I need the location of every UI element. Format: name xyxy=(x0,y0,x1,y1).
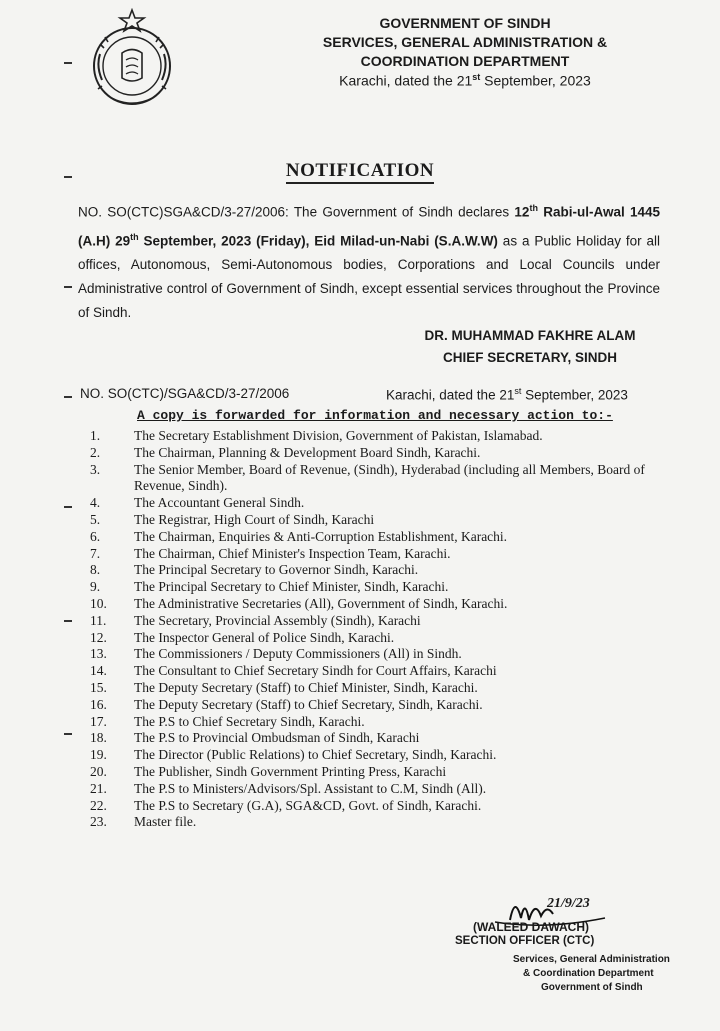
notification-body: NO. SO(CTC)SGA&CD/3-27/2006: The Government of Sindh declares 12th Rabi-ul-Awal 1445 (A.H) 29th September, 2023 (Friday), Eid Milad-un-Nabi (S.A.W.W) as a Public Holiday for all offices, Autonomous, Semi-Autonomous bodies, Corporations and Local Councils under Administrative control of Government of Sindh, except essential services throughout the Province of Sindh. xyxy=(78,203,660,320)
list-item xyxy=(90,680,680,697)
list-item-text: The P.S to Provincial Ombudsman of Sindh, Karachi xyxy=(134,730,420,746)
list-item-text: The Senior Member, Board of Revenue, (Sindh), Hyderabad (including all Members, Board of Revenue, Sindh). xyxy=(134,461,645,494)
list-item xyxy=(90,747,680,764)
list-item-number: 14. xyxy=(90,663,107,679)
list-item-text: The Chairman, Planning & Development Board Sindh, Karachi. xyxy=(134,444,481,460)
list-item-number: 7. xyxy=(90,545,101,561)
list-item-number: 10. xyxy=(90,595,107,611)
list-item-text: The Principal Secretary to Chief Minister, Sindh, Karachi. xyxy=(134,579,449,595)
list-item xyxy=(90,646,680,663)
list-item-text: The P.S to Secretary (G.A), SGA&CD, Govt. of Sindh, Karachi. xyxy=(134,797,482,813)
margin-mark xyxy=(64,62,72,64)
signature-date: 21/9/23 xyxy=(547,896,590,911)
header-date: Karachi, dated the 21st September, 2023 xyxy=(339,72,591,89)
reference-number: NO. SO(CTC)/SGA&CD/3-27/2006 xyxy=(80,386,290,401)
signatory-block xyxy=(380,325,680,369)
list-item-text: The Administrative Secretaries (All), Government of Sindh, Karachi. xyxy=(134,595,508,611)
notification-title: NOTIFICATION xyxy=(0,160,720,182)
list-item xyxy=(90,529,680,546)
list-item xyxy=(90,714,680,731)
list-item-number: 9. xyxy=(90,579,101,595)
list-item-number: 11. xyxy=(90,612,107,628)
list-item-number: 20. xyxy=(90,763,107,779)
list-item-number: 16. xyxy=(90,696,107,712)
list-item-text: The Publisher, Sindh Government Printing Press, Karachi xyxy=(134,763,447,779)
list-item xyxy=(90,781,680,798)
list-item-text: The Consultant to Chief Secretary Sindh for Court Affairs, Karachi xyxy=(134,663,497,679)
list-item xyxy=(90,562,680,579)
section-officer-designation: SECTION OFFICER (CTC) xyxy=(455,935,595,947)
list-item xyxy=(90,596,680,613)
margin-mark xyxy=(64,620,72,622)
list-item-text: The Principal Secretary to Governor Sindh, Karachi. xyxy=(134,562,419,578)
list-item xyxy=(90,445,680,462)
list-item xyxy=(90,730,680,747)
list-item xyxy=(90,663,680,680)
list-item-number: 19. xyxy=(90,747,107,763)
list-item-text: The Secretary, Provincial Assembly (Sindh), Karachi xyxy=(134,612,421,628)
header-department-line1: SERVICES, GENERAL ADMINISTRATION & xyxy=(322,34,608,50)
list-item-number: 12. xyxy=(90,629,107,645)
list-item-text: The Commissioners / Deputy Commissioners (All) in Sindh. xyxy=(134,646,462,662)
list-item xyxy=(90,697,680,714)
forwarded-heading: A copy is forwarded for information and necessary action to:- xyxy=(137,408,613,423)
margin-mark xyxy=(64,733,72,735)
list-item xyxy=(90,495,680,512)
list-item-number: 5. xyxy=(90,511,101,527)
signatory-designation: CHIEF SECRETARY, SINDH xyxy=(442,350,618,365)
reference-date: Karachi, dated the 21st September, 2023 xyxy=(386,386,628,403)
list-item-number: 23. xyxy=(90,814,107,830)
list-item-text: The Deputy Secretary (Staff) to Chief Minister, Sindh, Karachi. xyxy=(134,679,478,695)
header-department-line2: COORDINATION DEPARTMENT xyxy=(360,53,570,69)
recipients-list xyxy=(90,428,680,831)
list-item-number: 22. xyxy=(90,797,107,813)
list-item-text: The Registrar, High Court of Sindh, Karachi xyxy=(134,511,375,527)
list-item xyxy=(90,579,680,596)
list-item-text: The Inspector General of Police Sindh, Karachi. xyxy=(134,629,395,645)
list-item xyxy=(90,630,680,647)
margin-mark xyxy=(64,286,72,288)
section-officer-name: (WALEED DAWACH) xyxy=(473,920,589,934)
list-item xyxy=(90,546,680,563)
list-item xyxy=(90,814,680,831)
signatory-name: DR. MUHAMMAD FAKHRE ALAM xyxy=(424,328,636,343)
list-item-text: Master file. xyxy=(134,814,197,830)
list-item xyxy=(90,428,680,445)
government-of-sindh-seal-icon xyxy=(82,8,182,108)
list-item-text: The Accountant General Sindh. xyxy=(134,495,305,511)
list-item-number: 3. xyxy=(90,461,101,477)
list-item-number: 8. xyxy=(90,562,101,578)
list-item-number: 13. xyxy=(90,646,107,662)
list-item xyxy=(90,613,680,630)
list-item xyxy=(90,764,680,781)
margin-mark xyxy=(64,176,72,178)
department-line3: Government of Sindh xyxy=(541,982,643,993)
list-item xyxy=(90,462,680,496)
list-item-text: The Director (Public Relations) to Chief Secretary, Sindh, Karachi. xyxy=(134,747,497,763)
margin-mark xyxy=(64,396,72,398)
department-line1: Services, General Administration xyxy=(513,954,670,965)
list-item-text: The P.S to Chief Secretary Sindh, Karachi. xyxy=(134,713,365,729)
list-item-number: 15. xyxy=(90,679,107,695)
list-item-text: The Chairman, Chief Minister's Inspection Team, Karachi. xyxy=(134,545,451,561)
department-line2: & Coordination Department xyxy=(523,968,654,979)
list-item xyxy=(90,512,680,529)
list-item-text: The Deputy Secretary (Staff) to Chief Secretary, Sindh, Karachi. xyxy=(134,696,483,712)
list-item-text: The P.S to Ministers/Advisors/Spl. Assistant to C.M, Sindh (All). xyxy=(134,780,487,796)
margin-mark xyxy=(64,506,72,508)
header-government-of-sindh: GOVERNMENT OF SINDH xyxy=(379,15,551,31)
section-officer-signature-stamp xyxy=(455,890,675,1000)
list-item-text: The Chairman, Enquiries & Anti-Corruption Establishment, Karachi. xyxy=(134,528,508,544)
list-item-number: 21. xyxy=(90,780,107,796)
list-item xyxy=(90,798,680,815)
list-item-number: 4. xyxy=(90,495,101,511)
list-item-number: 1. xyxy=(90,428,101,443)
list-item-number: 2. xyxy=(90,444,101,460)
list-item-number: 18. xyxy=(90,730,107,746)
list-item-number: 17. xyxy=(90,713,107,729)
list-item-text: The Secretary Establishment Division, Government of Pakistan, Islamabad. xyxy=(134,428,543,443)
list-item-number: 6. xyxy=(90,528,101,544)
